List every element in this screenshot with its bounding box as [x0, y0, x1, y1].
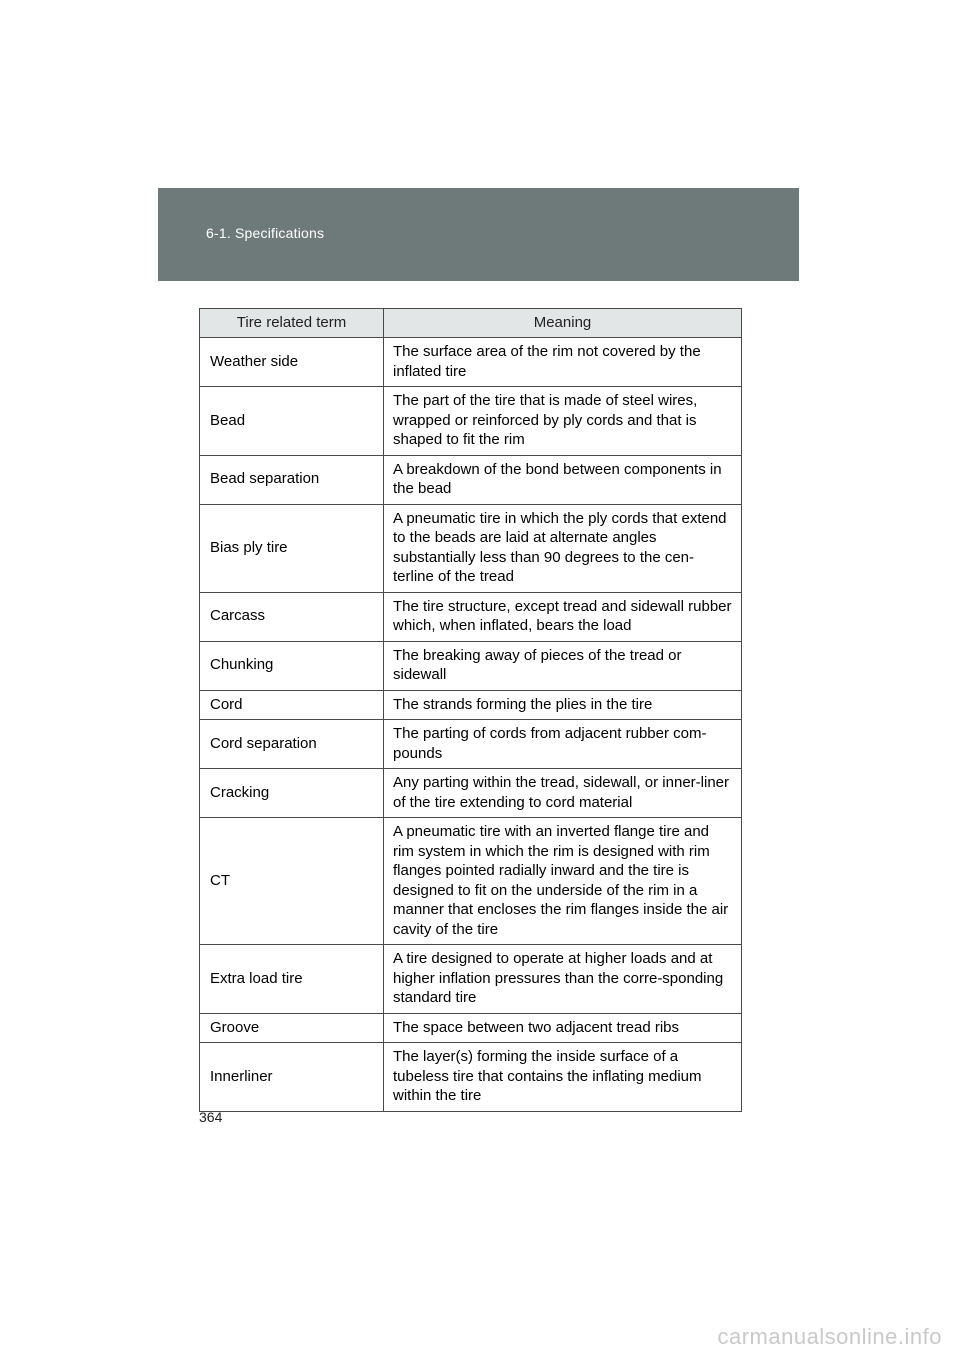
table-row	[200, 945, 742, 1014]
meaning-cell: The tire structure, except tread and sidewall rubber which, when inflated, bears the load	[384, 592, 742, 641]
table-row	[200, 769, 742, 818]
table-row	[200, 504, 742, 592]
term-cell: Innerliner	[200, 1043, 384, 1112]
column-header-term: Tire related term	[200, 309, 384, 338]
table-row	[200, 690, 742, 720]
table-row	[200, 1013, 742, 1043]
term-cell: Bead	[200, 387, 384, 456]
watermark: carmanualsonline.info	[717, 1324, 942, 1349]
term-cell: Cord separation	[200, 720, 384, 769]
table-row	[200, 818, 742, 945]
term-cell: Groove	[200, 1013, 384, 1043]
term-cell: Extra load tire	[200, 945, 384, 1014]
meaning-cell: A pneumatic tire with an inverted flange tire and rim system in which the rim is designed with rim flanges pointed radially inward and the tire is designed to fit on the underside of the rim in a manner that encloses the rim flanges inside the air cavity of the tire	[384, 818, 742, 945]
meaning-cell: Any parting within the tread, sidewall, or inner-liner of the tire extending to cord material	[384, 769, 742, 818]
term-cell: Cracking	[200, 769, 384, 818]
meaning-cell: The breaking away of pieces of the tread or sidewall	[384, 641, 742, 690]
meaning-cell: The space between two adjacent tread ribs	[384, 1013, 742, 1043]
term-cell: Carcass	[200, 592, 384, 641]
meaning-cell: The part of the tire that is made of steel wires, wrapped or reinforced by ply cords and that is shaped to fit the rim	[384, 387, 742, 456]
meaning-cell: The strands forming the plies in the tire	[384, 690, 742, 720]
meaning-cell: A breakdown of the bond between components in the bead	[384, 455, 742, 504]
meaning-cell: A tire designed to operate at higher loads and at higher inflation pressures than the corre-sponding standard tire	[384, 945, 742, 1014]
table-row	[200, 1043, 742, 1112]
meaning-cell: The parting of cords from adjacent rubber com-pounds	[384, 720, 742, 769]
column-header-meaning: Meaning	[384, 309, 742, 338]
section-header-band	[158, 188, 799, 281]
meaning-cell: The layer(s) forming the inside surface of a tubeless tire that contains the inflating medium within the tire	[384, 1043, 742, 1112]
section-title: 6-1. Specifications	[206, 225, 325, 241]
table-row	[200, 720, 742, 769]
table-header-row	[200, 309, 742, 338]
tire-terms-table	[199, 308, 742, 1112]
table-row	[200, 455, 742, 504]
meaning-cell: The surface area of the rim not covered by the inflated tire	[384, 338, 742, 387]
term-cell: Chunking	[200, 641, 384, 690]
term-cell: Weather side	[200, 338, 384, 387]
term-cell: CT	[200, 818, 384, 945]
term-cell: Cord	[200, 690, 384, 720]
table-row	[200, 387, 742, 456]
table-row	[200, 641, 742, 690]
meaning-cell: A pneumatic tire in which the ply cords that extend to the beads are laid at alternate angles substantially less than 90 degrees to the cen-terline of the tread	[384, 504, 742, 592]
table-row	[200, 338, 742, 387]
term-cell: Bead separation	[200, 455, 384, 504]
table-row	[200, 592, 742, 641]
page-number: 364	[199, 1109, 223, 1125]
term-cell: Bias ply tire	[200, 504, 384, 592]
